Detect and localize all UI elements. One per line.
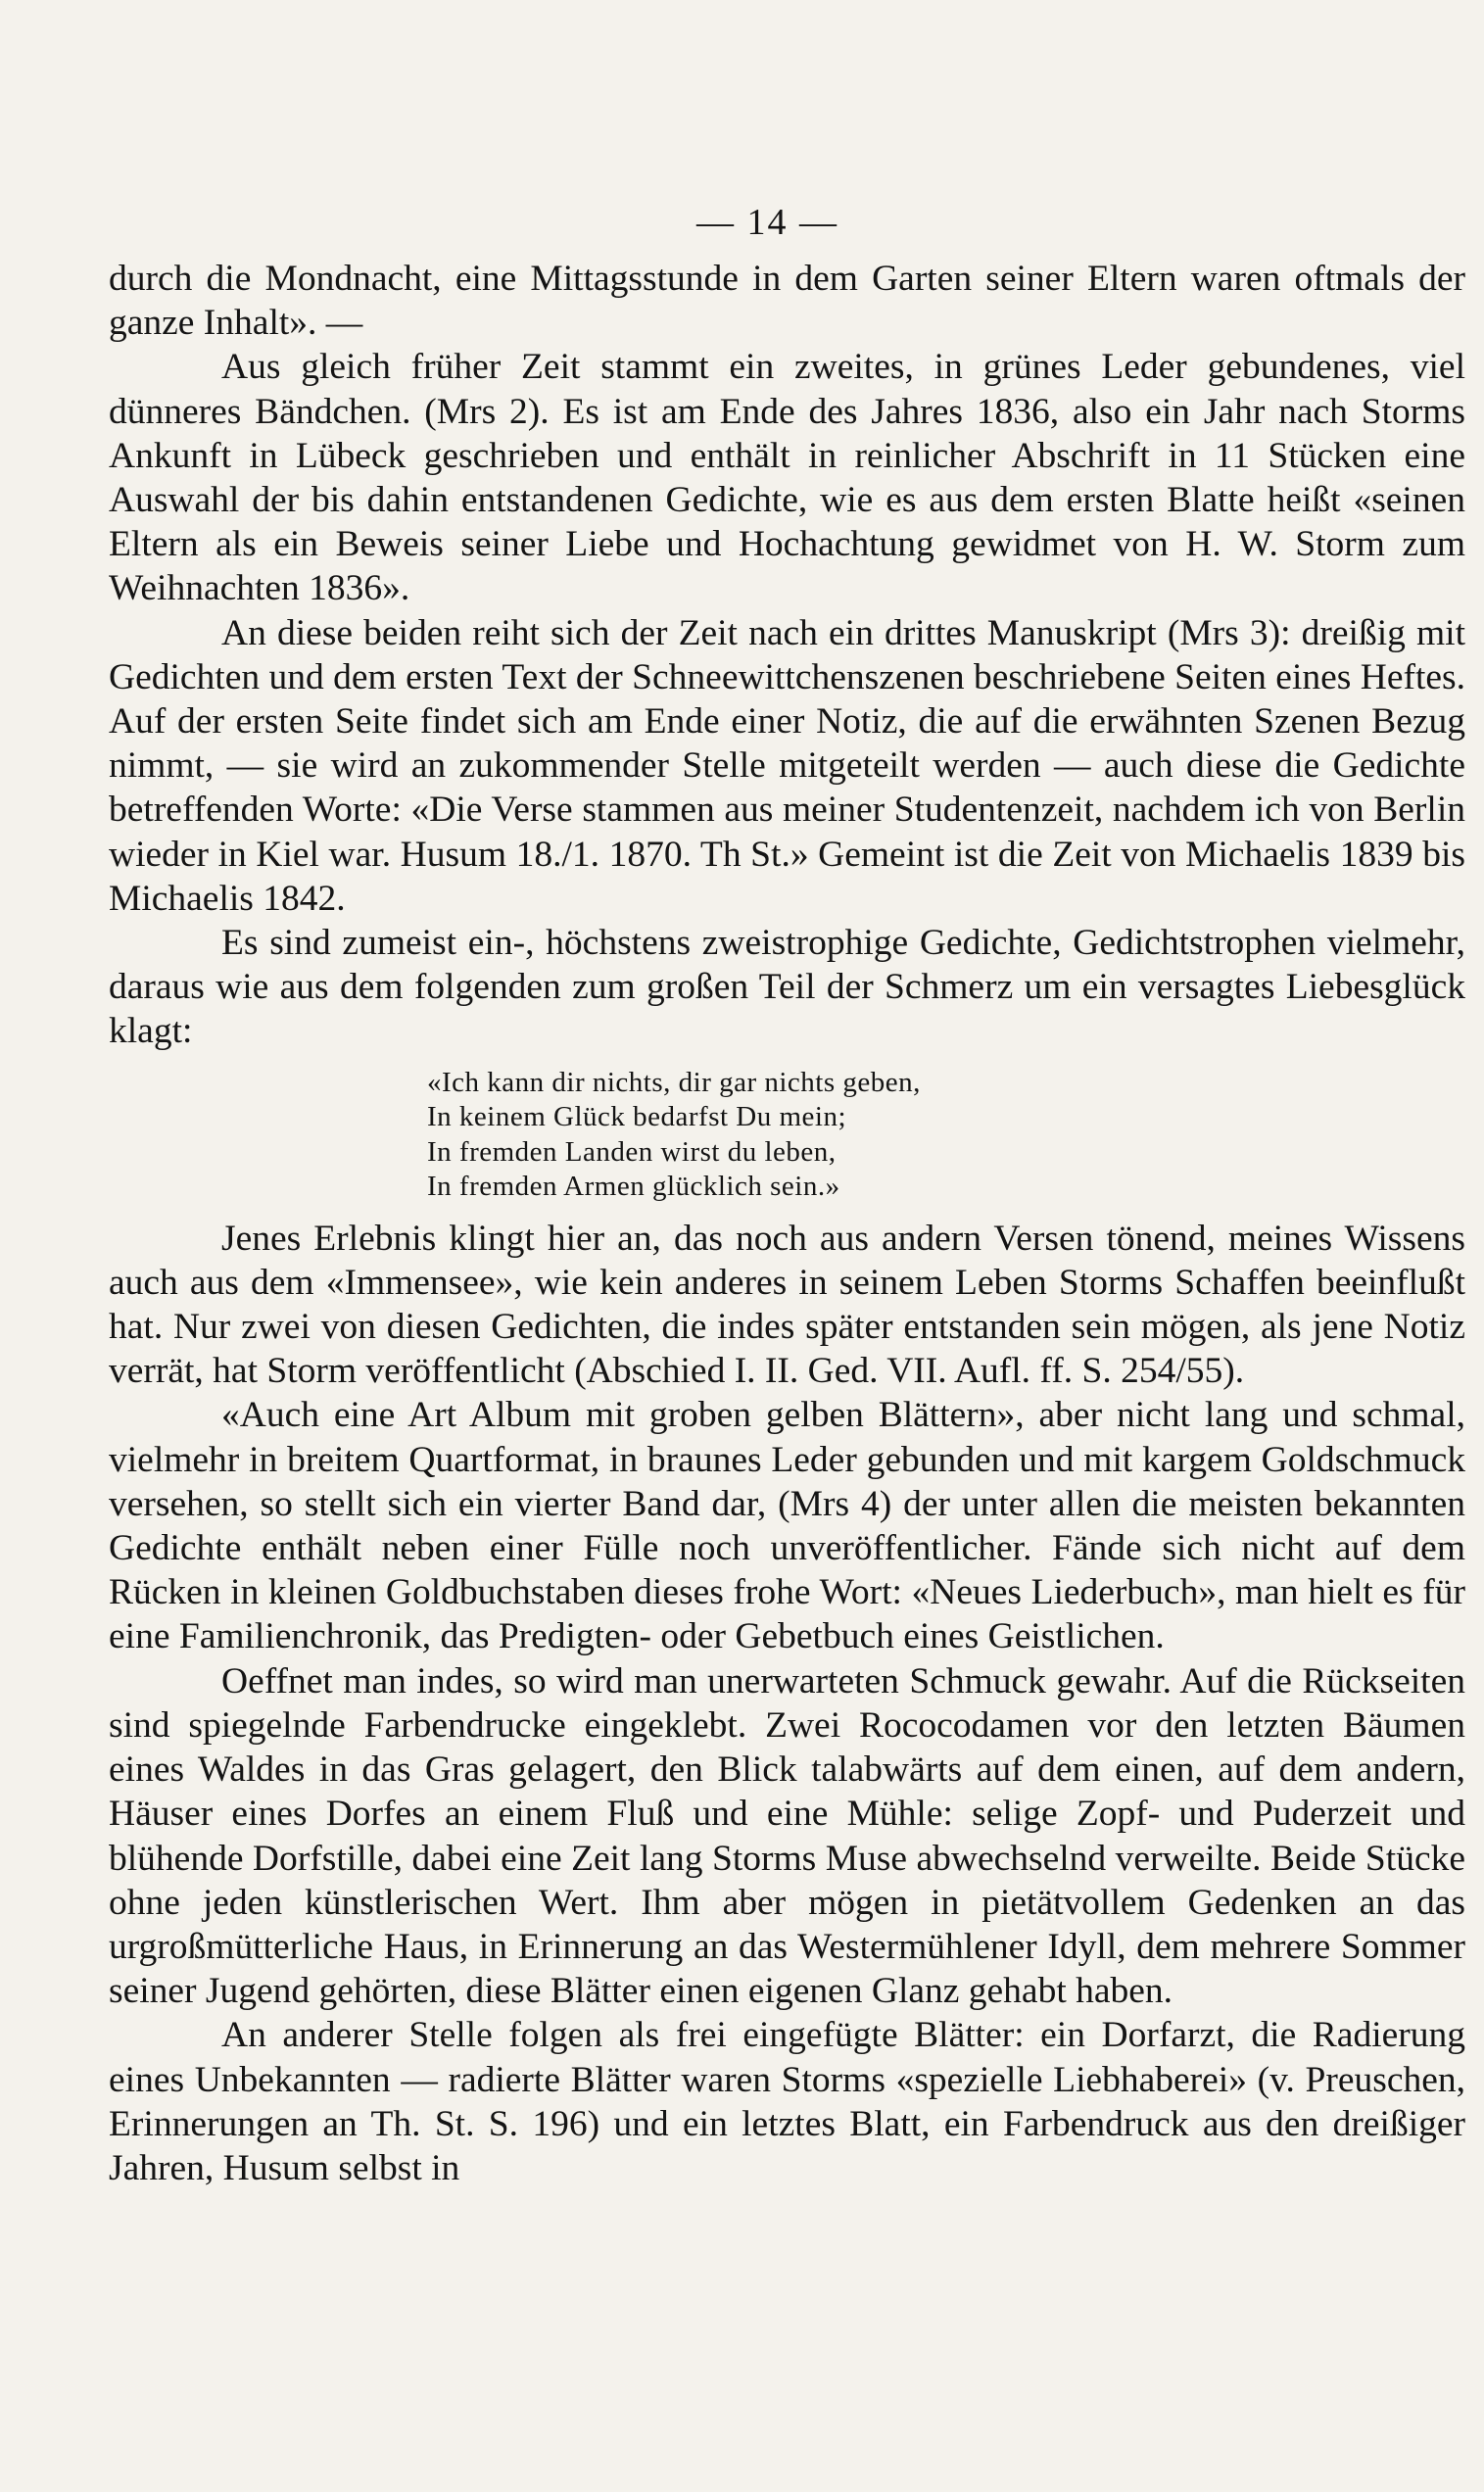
- paragraph-2: Aus gleich früher Zeit stammt ein zweites, in grünes Leder gebundenes, viel dünneres Bändchen. (Mrs 2). Es ist am Ende des Jahres 1836, also ein Jahr nach Storms Ankunft in Lübeck geschrieben und enthält in reinlicher Abschrift in 11 Stücken eine Auswahl der bis dahin entstandenen Gedichte, wie es aus dem ersten Blatte heißt «seinen Eltern als ein Beweis seiner Liebe und Hochachtung gewidmet von H. W. Storm zum Weihnachten 1836».: [109, 347, 1465, 609]
- paragraph-5: Jenes Erlebnis klingt hier an, das noch aus andern Versen tönend, meines Wissens auch aus dem «Immensee», wie kein anderes in seinem Leben Storms Schaffen beeinflußt hat. Nur zwei von diesen Gedichten, die indes später entstanden sein mögen, als jene Notiz verrät, hat Storm veröffentlicht (Abschied I. II. Ged. VII. Aufl. ff. S. 254/55).: [109, 1218, 1465, 1392]
- poem-line: In fremden Landen wirst du leben,: [427, 1135, 837, 1168]
- paragraph-1: durch die Mondnacht, eine Mittagsstunde in dem Garten seiner Eltern waren oftmals der ganze Inhalt». —: [109, 259, 1465, 344]
- text-block: [109, 188, 1465, 2190]
- poem-line: «Ich kann dir nichts, dir gar nichts geben,: [427, 1066, 921, 1098]
- poem-quote: [427, 1066, 1465, 1205]
- paragraph-7: Oeffnet man indes, so wird man unerwarteten Schmuck gewahr. Auf die Rückseiten sind spiegelnde Farbendrucke eingeklebt. Zwei Rococodamen vor den letzten Bäumen eines Waldes in das Gras gelagert, den Blick talabwärts auf dem einen, auf dem andern, Häuser eines Dorfes an einem Fluß und eine Mühle: selige Zopf- und Puderzeit und blühende Dorfstille, dabei eine Zeit lang Storms Muse abwechselnd verweilte. Beide Stücke ohne jeden künstlerischen Wert. Ihm aber mögen in pietätvollem Gedenken an das urgroßmütterliche Haus, in Erinnerung an das Westermühlener Idyll, dem mehrere Sommer seiner Jugend gehörten, diese Blätter einen eigenen Glanz gehabt haben.: [109, 1660, 1465, 2012]
- paragraph-3: An diese beiden reiht sich der Zeit nach ein drittes Manuskript (Mrs 3): dreißig mit Gedichten und dem ersten Text der Schneewittchenszenen beschriebene Seiten eines Heftes. Auf der ersten Seite findet sich am Ende einer Notiz, die auf die erwähnten Szenen Bezug nimmt, — sie wird an zukommender Stelle mitgeteilt werden — auch diese die Gedichte betreffenden Worte: «Die Verse stammen aus meiner Studentenzeit, nachdem ich von Berlin wieder in Kiel war. Husum 18./1. 1870. Th St.» Gemeint ist die Zeit von Michaelis 1839 bis Michaelis 1842.: [109, 612, 1465, 919]
- paragraph-4: Es sind zumeist ein-, höchstens zweistrophige Gedichte, Gedichtstrophen vielmehr, daraus wie aus dem folgenden zum großen Teil der Schmerz um ein versagtes Liebesglück klagt:: [109, 923, 1465, 1052]
- poem-line: In fremden Armen glücklich sein.»: [427, 1171, 840, 1203]
- page-number: — 14 —: [696, 202, 838, 243]
- paragraph-6: «Auch eine Art Album mit groben gelben Blättern», aber nicht lang und schmal, vielmehr in breitem Quartformat, in braunes Leder gebunden und mit kargem Goldschmuck versehen, so stellt sich ein vierter Band dar, (Mrs 4) der unter allen die meisten bekannten Gedichte enthält neben einer Fülle noch unveröffentlicher. Fände sich nicht auf dem Rücken in kleinen Goldbuchstaben dieses frohe Wort: «Neues Liederbuch», man hielt es für eine Familienchronik, das Predigten- oder Gebetbuch eines Geistlichen.: [109, 1395, 1465, 1657]
- poem-line: In keinem Glück bedarfst Du mein;: [427, 1101, 847, 1133]
- paragraph-8: An anderer Stelle folgen als frei eingefügte Blätter: ein Dorfarzt, die Radierung eines Unbekannten — radierte Blätter waren Storms «spezielle Liebhaberei» (v. Preuschen, Erinnerungen an Th. St. S. 196) und ein letztes Blatt, ein Farbendruck aus den dreißiger Jahren, Husum selbst in: [109, 2015, 1465, 2188]
